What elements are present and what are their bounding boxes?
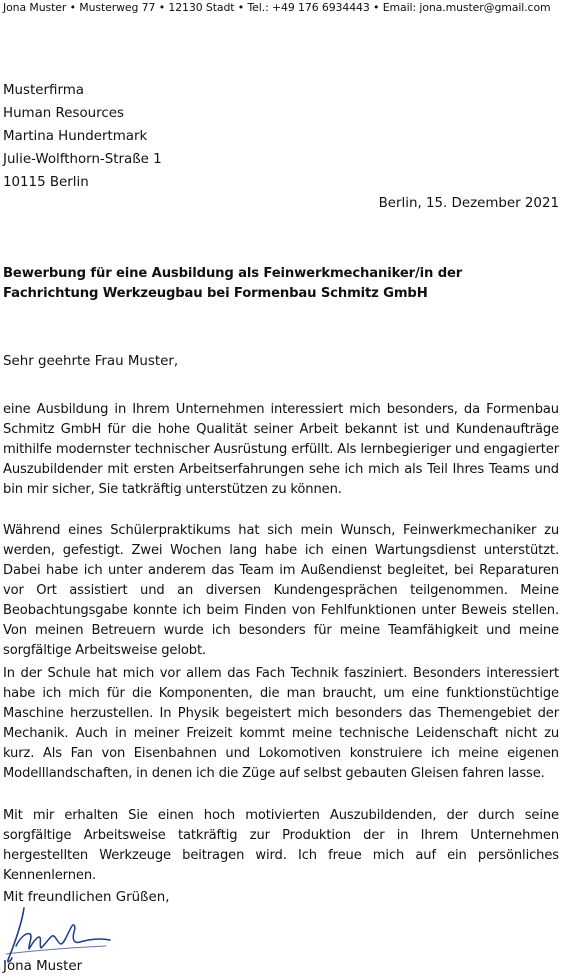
signer-name: Jona Muster bbox=[3, 959, 83, 974]
salutation: Sehr geehrte Frau Muster, bbox=[3, 354, 179, 369]
sender-contact-line: Jona Muster • Musterweg 77 • 12130 Stadt • Tel.: +49 176 6934443 • Email: jona.muster@gmail.com bbox=[3, 1, 551, 14]
letter-date: Berlin, 15. Dezember 2021 bbox=[378, 196, 559, 211]
body-paragraph-1: eine Ausbildung in Ihrem Unternehmen interessiert mich besonders, da Formenbau Schmitz GmbH für die hohe Qualität seiner Arbeit bekannt ist und Kundenaufträge mithilfe modernster technischer Ausrüstung erfüllt. Als lernbegieriger und engagierter Auszubildender mit ersten Arbeitserfahrungen sehe ich mich als Teil Ihres Teams und bin mir sicher, Sie tatkräftig unterstützen zu können. bbox=[3, 402, 559, 497]
closing-phrase: Mit freundlichen Grüßen, bbox=[3, 890, 170, 905]
recipient-city: 10115 Berlin bbox=[3, 175, 89, 190]
letter-subject: Bewerbung für eine Ausbildung als Feinwerkmechaniker/in der Fachrichtung Werkzeugbau bei Formenbau Schmitz GmbH bbox=[3, 266, 463, 301]
recipient-department: Human Resources bbox=[3, 106, 124, 121]
body-paragraph-3: In der Schule hat mich vor allem das Fach Technik fasziniert. Besonders interessiert habe ich mich für die Komponenten, die man braucht, um eine funktionstüchtige Maschine herzustellen. In Physik begeistert mich besonders das Themengebiet der Mechanik. Auch in meiner Freizeit kommt meine technische Leidenschaft nicht zu kurz. Als Fan von Eisenbahnen und Lokomotiven konstruiere ich meine eigenen Modelllandschaften, in denen ich die Züge auf selbst gebauten Gleisen fahren lasse. bbox=[3, 666, 559, 781]
body-paragraph-4: Mit mir erhalten Sie einen hoch motivierten Auszubildenden, der durch seine sorgfältige Arbeitsweise tatkräftig zur Produktion der in Ihrem Unternehmen hergestellten Werkzeuge beitragen wird. Ich freue mich auf ein persönliches Kennenlernen. bbox=[3, 808, 559, 883]
recipient-name: Martina Hundertmark bbox=[3, 129, 148, 144]
recipient-street: Julie-Wolfthorn-Straße 1 bbox=[3, 152, 162, 167]
recipient-address bbox=[3, 79, 162, 194]
body-paragraph-2: Während eines Schülerpraktikums hat sich mein Wunsch, Feinwerkmechaniker zu werden, gefestigt. Zwei Wochen lang habe ich einen Wartungsdienst unterstützt. Dabei habe ich unter anderem das Team im Außendienst begleitet, bei Reparaturen vor Ort assistiert und an diversen Kundengesprächen teilgenommen. Meine Beobachtungsgabe konnte ich beim Finden von Fehlfunktionen unter Beweis stellen. Von meinen Betreuern wurde ich besonders für meine Teamfähigkeit und meine sorgfältige Arbeitsweise gelobt. bbox=[3, 523, 559, 658]
recipient-company: Musterfirma bbox=[3, 83, 84, 98]
